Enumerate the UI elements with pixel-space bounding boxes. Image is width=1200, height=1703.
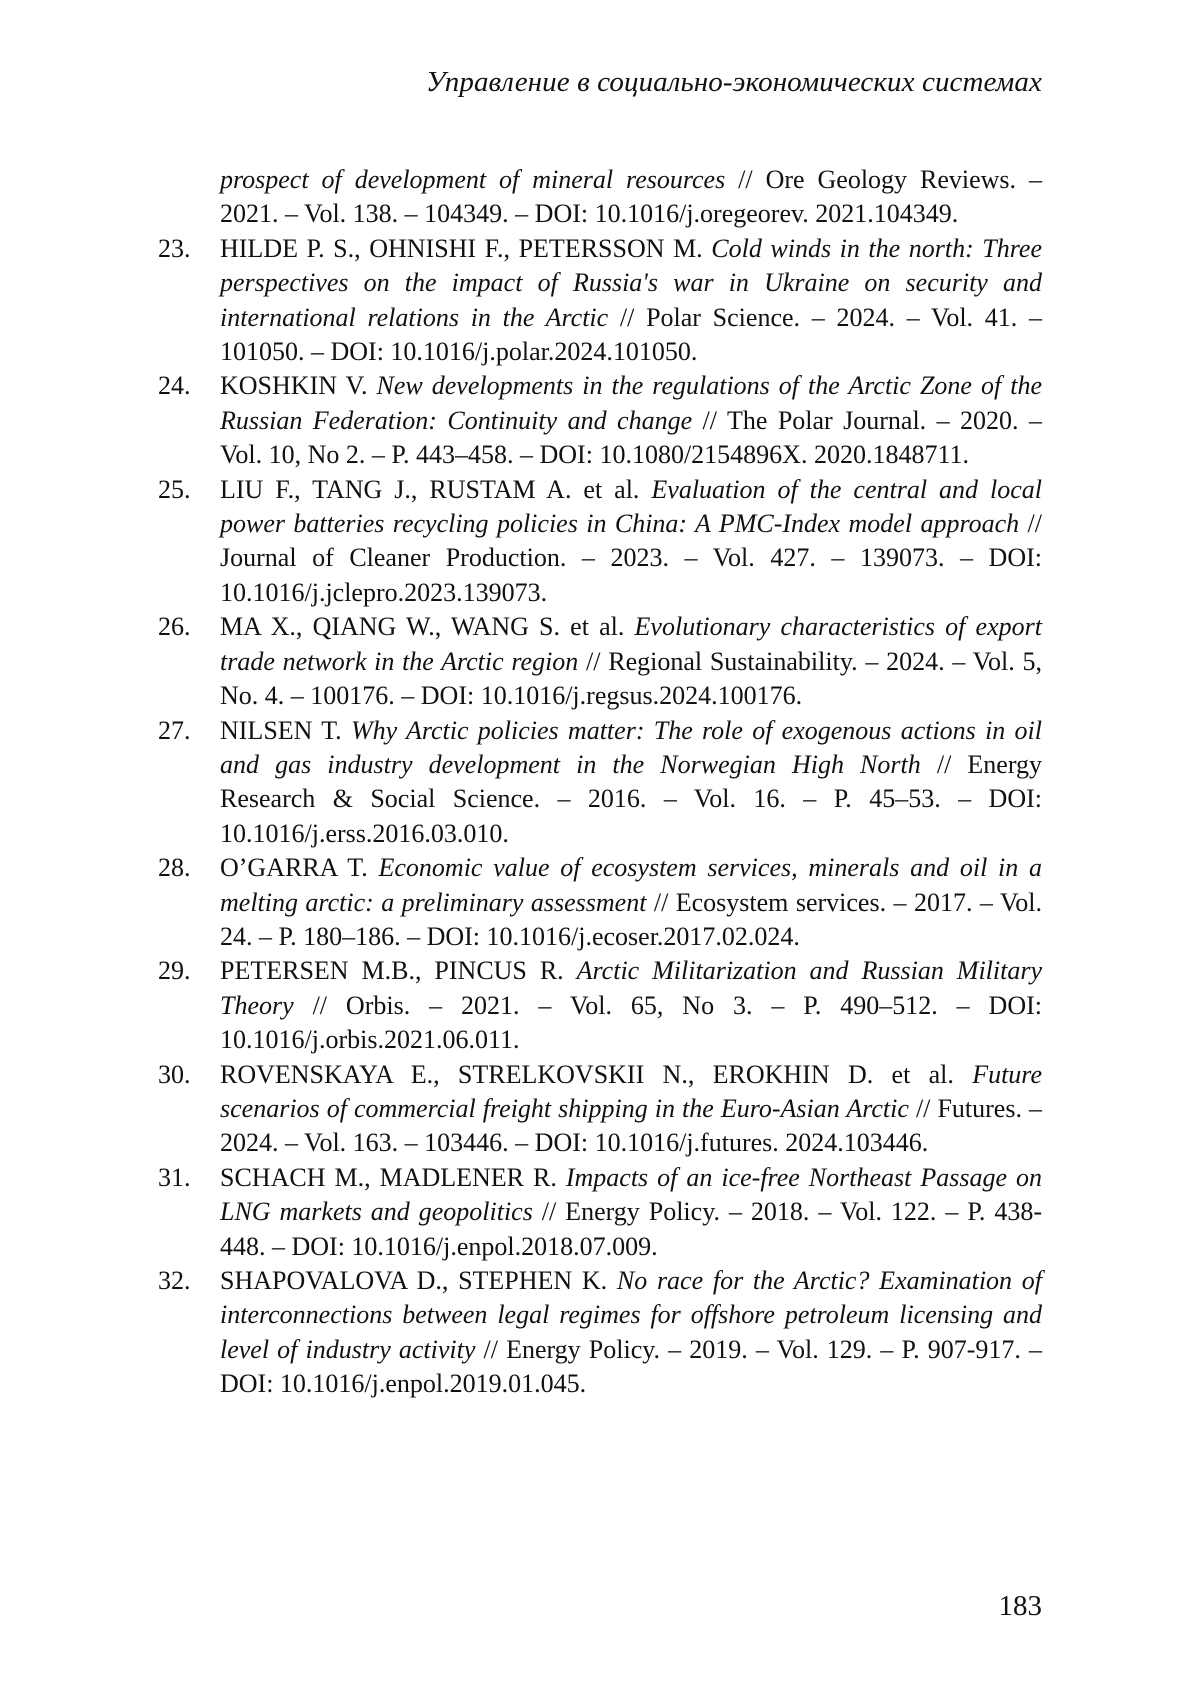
reference-source: // Futures. – 2024. – Vol. 163. – 103446. – DOI: 10.1016/j.futures. 2024.103446. bbox=[220, 1094, 1042, 1157]
reference-item bbox=[158, 851, 1042, 954]
reference-title: Future scenarios of commercial freight shipping in the Euro-Asian Arctic bbox=[220, 1060, 1042, 1123]
reference-number: 26. bbox=[158, 610, 191, 644]
reference-source: // Regional Sustainability. – 2024. – Vol. 5, No. 4. – 100176. – DOI: 10.1016/j.regsus.2024.100176. bbox=[220, 647, 1042, 710]
reference-item bbox=[158, 610, 1042, 713]
reference-title: Evaluation of the central and local power batteries recycling policies in China: A PMC-Index model approach bbox=[220, 475, 1042, 538]
reference-number: 27. bbox=[158, 714, 191, 748]
reference-number: 31. bbox=[158, 1161, 191, 1195]
reference-title: Why Arctic policies matter: The role of exogenous actions in oil and gas industry development in the Norwegian High North bbox=[220, 716, 1042, 779]
reference-source: // Polar Science. – 2024. – Vol. 41. – 101050. – DOI: 10.1016/j.polar.2024.101050. bbox=[220, 303, 1042, 366]
reference-source: // The Polar Journal. – 2020. – Vol. 10, No 2. – P. 443–458. – DOI: 10.1080/2154896X. 2020.1848711. bbox=[220, 406, 1042, 469]
reference-title: New developments in the regulations of the Arctic Zone of the Russian Federation: Continuity and change bbox=[220, 371, 1042, 434]
page-number: 183 bbox=[999, 1590, 1043, 1623]
reference-item bbox=[158, 232, 1042, 370]
reference-authors: SCHACH M., MADLENER R. bbox=[220, 1163, 566, 1192]
reference-authors: MA X., QIANG W., WANG S. et al. bbox=[220, 612, 635, 641]
reference-item bbox=[158, 1058, 1042, 1161]
reference-source: // Ore Geology Reviews. – 2021. – Vol. 138. – 104349. – DOI: 10.1016/j.oregeorev. 2021.104349. bbox=[220, 165, 1042, 228]
reference-title: prospect of development of mineral resources bbox=[220, 165, 725, 194]
reference-authors: HILDE P. S., OHNISHI F., PETERSSON M. bbox=[220, 234, 711, 263]
reference-authors: O’GARRA T. bbox=[220, 853, 379, 882]
reference-authors: SHAPOVALOVA D., STEPHEN K. bbox=[220, 1266, 617, 1295]
reference-number: 24. bbox=[158, 369, 191, 403]
reference-item bbox=[158, 163, 1042, 232]
reference-number: 25. bbox=[158, 473, 191, 507]
reference-number: 32. bbox=[158, 1264, 191, 1298]
reference-title: Cold winds in the north: Three perspectives on the impact of Russia's war in Ukraine on security and international relations in the Arctic bbox=[220, 234, 1042, 332]
running-head: Управление в социально-экономических системах bbox=[426, 66, 1042, 99]
reference-title: No race for the Arctic? Examination of interconnections between legal regimes for offshore petroleum licensing and level of industry activity bbox=[220, 1266, 1042, 1364]
reference-source: // Orbis. – 2021. – Vol. 65, No 3. – P. 490–512. – DOI: 10.1016/j.orbis.2021.06.011. bbox=[220, 991, 1042, 1054]
reference-title: Arctic Militarization and Russian Military Theory bbox=[220, 956, 1042, 1019]
reference-item bbox=[158, 1161, 1042, 1264]
reference-item bbox=[158, 473, 1042, 611]
reference-item bbox=[158, 1264, 1042, 1402]
reference-title: Economic value of ecosystem services, minerals and oil in a melting arctic: a preliminary assessment bbox=[220, 853, 1042, 916]
reference-authors: ROVENSKAYA E., STRELKOVSKII N., EROKHIN D. et al. bbox=[220, 1060, 972, 1089]
reference-source: // Energy Research & Social Science. – 2016. – Vol. 16. – P. 45–53. – DOI: 10.1016/j.erss.2016.03.010. bbox=[220, 750, 1042, 848]
reference-source: // Ecosystem services. – 2017. – Vol. 24. – P. 180–186. – DOI: 10.1016/j.ecoser.2017.02.024. bbox=[220, 888, 1042, 951]
reference-authors: KOSHKIN V. bbox=[220, 371, 377, 400]
reference-number: 30. bbox=[158, 1058, 191, 1092]
reference-number: 23. bbox=[158, 232, 191, 266]
reference-authors: NILSEN T. bbox=[220, 716, 351, 745]
reference-source: // Journal of Cleaner Production. – 2023. – Vol. 427. – 139073. – DOI: 10.1016/j.jclepro.2023.139073. bbox=[220, 509, 1042, 607]
reference-number: 29. bbox=[158, 954, 191, 988]
reference-number: 28. bbox=[158, 851, 191, 885]
reference-source: // Energy Policy. – 2019. – Vol. 129. – P. 907-917. – DOI: 10.1016/j.enpol.2019.01.045. bbox=[220, 1335, 1042, 1398]
reference-title: Evolutionary characteristics of export trade network in the Arctic region bbox=[220, 612, 1042, 675]
reference-item bbox=[158, 369, 1042, 472]
reference-list bbox=[158, 163, 1042, 1402]
reference-authors: LIU F., TANG J., RUSTAM A. et al. bbox=[220, 475, 651, 504]
reference-title: Impacts of an ice-free Northeast Passage on LNG markets and geopolitics bbox=[220, 1163, 1042, 1226]
reference-item bbox=[158, 714, 1042, 852]
reference-authors: PETERSEN M.B., PINCUS R. bbox=[220, 956, 577, 985]
reference-item bbox=[158, 954, 1042, 1057]
reference-source: // Energy Policy. – 2018. – Vol. 122. – P. 438-448. – DOI: 10.1016/j.enpol.2018.07.009. bbox=[220, 1197, 1042, 1260]
